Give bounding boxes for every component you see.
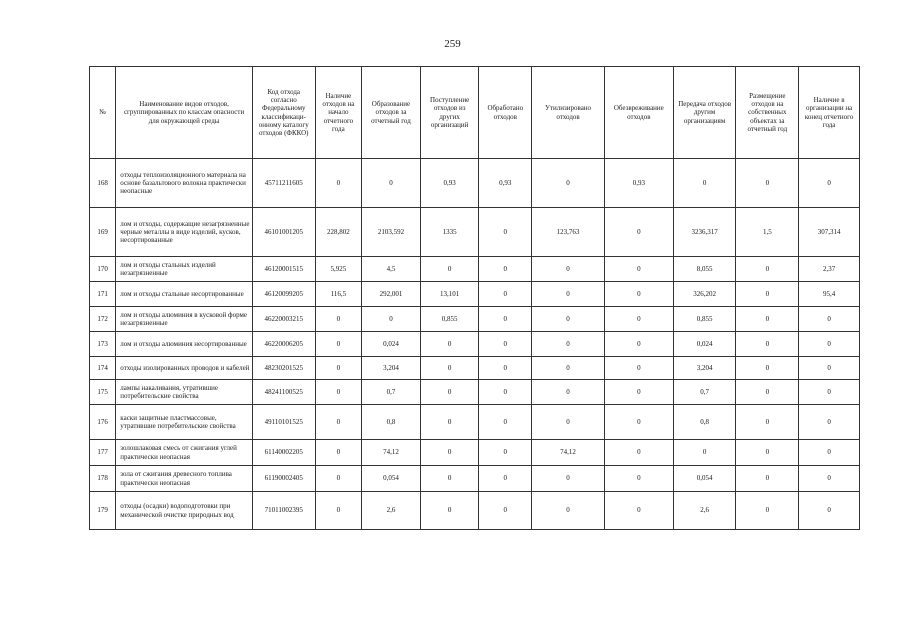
cell-start-balance: 0 [315, 492, 362, 530]
table-row [90, 405, 860, 440]
cell-neutralized: 0 [604, 357, 673, 380]
table-row [90, 282, 860, 307]
cell-waste-name: отходы изолированных проводов и кабелей [116, 357, 253, 380]
cell-fkko-code: 61190002405 [252, 466, 315, 492]
cell-row-number: 179 [90, 492, 116, 530]
cell-transferred: 326,202 [673, 282, 736, 307]
cell-processed: 0 [479, 282, 532, 307]
cell-generated: 0,7 [362, 380, 421, 405]
cell-transferred: 3236,317 [673, 208, 736, 257]
col-header-fkko-code: Код отхода согласно Федеральному классификаци-онному каталогу отходов (ФККО) [252, 67, 315, 159]
cell-row-number: 170 [90, 257, 116, 282]
cell-neutralized: 0 [604, 257, 673, 282]
cell-waste-name: зола от сжигания древесного топлива практически неопасная [116, 466, 253, 492]
cell-utilized: 0 [532, 332, 605, 357]
cell-transferred: 8,055 [673, 257, 736, 282]
cell-transferred: 0,7 [673, 380, 736, 405]
cell-start-balance: 116,5 [315, 282, 362, 307]
cell-waste-name: каски защитные пластмассовые, утратившие потребительские свойства [116, 405, 253, 440]
cell-processed: 0 [479, 307, 532, 332]
cell-received: 0 [420, 380, 479, 405]
col-header-utilized: Утилизировано отходов [532, 67, 605, 159]
cell-neutralized: 0 [604, 332, 673, 357]
cell-processed: 0 [479, 257, 532, 282]
cell-waste-name: золошлаковая смесь от сжигания углей практически неопасная [116, 440, 253, 466]
col-header-placed: Размещение отходов на собственных объектах за отчетный год [736, 67, 799, 159]
cell-generated: 3,204 [362, 357, 421, 380]
cell-placed: 0 [736, 257, 799, 282]
cell-received: 0 [420, 440, 479, 466]
cell-end-balance: 0 [799, 466, 860, 492]
cell-utilized: 74,12 [532, 440, 605, 466]
cell-generated: 0,8 [362, 405, 421, 440]
cell-end-balance: 0 [799, 332, 860, 357]
cell-end-balance: 2,37 [799, 257, 860, 282]
table-row [90, 357, 860, 380]
cell-processed: 0,93 [479, 159, 532, 208]
table-row [90, 257, 860, 282]
cell-neutralized: 0 [604, 208, 673, 257]
table-row [90, 208, 860, 257]
table-row [90, 492, 860, 530]
cell-start-balance: 0 [315, 307, 362, 332]
cell-end-balance: 0 [799, 405, 860, 440]
cell-utilized: 0 [532, 257, 605, 282]
col-header-generated: Образование отходов за отчетный год [362, 67, 421, 159]
cell-end-balance: 0 [799, 357, 860, 380]
cell-row-number: 171 [90, 282, 116, 307]
cell-row-number: 178 [90, 466, 116, 492]
cell-neutralized: 0 [604, 492, 673, 530]
cell-utilized: 0 [532, 380, 605, 405]
table-row [90, 466, 860, 492]
cell-start-balance: 0 [315, 405, 362, 440]
cell-fkko-code: 46220003215 [252, 307, 315, 332]
col-header-end-balance: Наличие в организации на конец отчетного года [799, 67, 860, 159]
cell-processed: 0 [479, 440, 532, 466]
cell-fkko-code: 46120001515 [252, 257, 315, 282]
cell-neutralized: 0 [604, 466, 673, 492]
cell-utilized: 0 [532, 492, 605, 530]
cell-utilized: 0 [532, 357, 605, 380]
cell-received: 0 [420, 492, 479, 530]
cell-waste-name: лом и отходы стальные несортированные [116, 282, 253, 307]
cell-placed: 0 [736, 380, 799, 405]
table-row [90, 380, 860, 405]
cell-end-balance: 95,4 [799, 282, 860, 307]
cell-neutralized: 0 [604, 440, 673, 466]
cell-transferred: 2,6 [673, 492, 736, 530]
cell-processed: 0 [479, 405, 532, 440]
col-header-number: № [90, 67, 116, 159]
col-header-name: Наименование видов отходов, сгруппированных по классам опасности для окружающей среды [116, 67, 253, 159]
cell-waste-name: отходы теплоизоляционного материала на основе базальтового волокна практически неопасные [116, 159, 253, 208]
cell-received: 0 [420, 332, 479, 357]
cell-utilized: 0 [532, 405, 605, 440]
cell-fkko-code: 48230201525 [252, 357, 315, 380]
cell-generated: 0 [362, 159, 421, 208]
cell-start-balance: 228,802 [315, 208, 362, 257]
cell-utilized: 123,763 [532, 208, 605, 257]
table-row [90, 440, 860, 466]
cell-generated: 0 [362, 307, 421, 332]
cell-row-number: 177 [90, 440, 116, 466]
page-number: 259 [444, 38, 461, 50]
cell-waste-name: лампы накаливания, утратившие потребительские свойства [116, 380, 253, 405]
table-row [90, 307, 860, 332]
col-header-processed: Обработано отходов [479, 67, 532, 159]
cell-row-number: 168 [90, 159, 116, 208]
cell-fkko-code: 46220006205 [252, 332, 315, 357]
table-row [90, 159, 860, 208]
cell-placed: 0 [736, 332, 799, 357]
cell-transferred: 0,8 [673, 405, 736, 440]
cell-received: 0 [420, 357, 479, 380]
cell-utilized: 0 [532, 307, 605, 332]
cell-start-balance: 5,925 [315, 257, 362, 282]
cell-generated: 2,6 [362, 492, 421, 530]
cell-received: 0,93 [420, 159, 479, 208]
cell-transferred: 3,204 [673, 357, 736, 380]
cell-start-balance: 0 [315, 380, 362, 405]
cell-received: 13,101 [420, 282, 479, 307]
cell-transferred: 0,054 [673, 466, 736, 492]
cell-received: 0,855 [420, 307, 479, 332]
cell-end-balance: 307,314 [799, 208, 860, 257]
cell-row-number: 175 [90, 380, 116, 405]
cell-end-balance: 0 [799, 307, 860, 332]
col-header-transferred: Передача отходов другим организациям [673, 67, 736, 159]
cell-utilized: 0 [532, 159, 605, 208]
cell-generated: 0,054 [362, 466, 421, 492]
cell-row-number: 174 [90, 357, 116, 380]
cell-row-number: 176 [90, 405, 116, 440]
cell-placed: 0 [736, 357, 799, 380]
cell-utilized: 0 [532, 282, 605, 307]
cell-generated: 292,001 [362, 282, 421, 307]
cell-fkko-code: 71011002395 [252, 492, 315, 530]
cell-generated: 2103,592 [362, 208, 421, 257]
cell-received: 0 [420, 257, 479, 282]
cell-fkko-code: 48241100525 [252, 380, 315, 405]
cell-placed: 0 [736, 492, 799, 530]
cell-row-number: 173 [90, 332, 116, 357]
cell-placed: 1,5 [736, 208, 799, 257]
cell-fkko-code: 61140002205 [252, 440, 315, 466]
cell-row-number: 169 [90, 208, 116, 257]
cell-received: 0 [420, 466, 479, 492]
cell-row-number: 172 [90, 307, 116, 332]
cell-waste-name: отходы (осадки) водоподготовки при механической очистке природных вод [116, 492, 253, 530]
col-header-neutralized: Обезвреживание отходов [604, 67, 673, 159]
cell-fkko-code: 49110101525 [252, 405, 315, 440]
col-header-received: Поступление отходов из других организаций [420, 67, 479, 159]
waste-table [89, 66, 860, 530]
col-header-start-balance: Наличие отходов на начало отчетного года [315, 67, 362, 159]
cell-utilized: 0 [532, 466, 605, 492]
cell-placed: 0 [736, 282, 799, 307]
cell-neutralized: 0 [604, 307, 673, 332]
cell-processed: 0 [479, 357, 532, 380]
cell-transferred: 0 [673, 159, 736, 208]
cell-generated: 4,5 [362, 257, 421, 282]
cell-generated: 74,12 [362, 440, 421, 466]
cell-placed: 0 [736, 405, 799, 440]
cell-fkko-code: 45711211605 [252, 159, 315, 208]
cell-fkko-code: 46101001205 [252, 208, 315, 257]
cell-waste-name: лом и отходы алюминия несортированные [116, 332, 253, 357]
cell-neutralized: 0,93 [604, 159, 673, 208]
cell-neutralized: 0 [604, 282, 673, 307]
cell-start-balance: 0 [315, 332, 362, 357]
cell-start-balance: 0 [315, 466, 362, 492]
cell-processed: 0 [479, 208, 532, 257]
cell-waste-name: лом и отходы алюминия в кусковой форме незагрязненные [116, 307, 253, 332]
cell-end-balance: 0 [799, 380, 860, 405]
cell-transferred: 0 [673, 440, 736, 466]
cell-processed: 0 [479, 380, 532, 405]
cell-waste-name: лом и отходы, содержащие незагрязненные черные металлы в виде изделий, кусков, несортированные [116, 208, 253, 257]
cell-placed: 0 [736, 440, 799, 466]
cell-start-balance: 0 [315, 159, 362, 208]
cell-processed: 0 [479, 332, 532, 357]
cell-processed: 0 [479, 466, 532, 492]
table-row [90, 332, 860, 357]
cell-start-balance: 0 [315, 440, 362, 466]
cell-start-balance: 0 [315, 357, 362, 380]
cell-neutralized: 0 [604, 405, 673, 440]
table-header-row [90, 67, 860, 159]
cell-fkko-code: 46120099205 [252, 282, 315, 307]
cell-waste-name: лом и отходы стальных изделий незагрязненные [116, 257, 253, 282]
cell-generated: 0,024 [362, 332, 421, 357]
table-body [90, 159, 860, 530]
cell-end-balance: 0 [799, 492, 860, 530]
cell-placed: 0 [736, 159, 799, 208]
cell-received: 0 [420, 405, 479, 440]
cell-placed: 0 [736, 307, 799, 332]
cell-placed: 0 [736, 466, 799, 492]
cell-transferred: 0,855 [673, 307, 736, 332]
cell-end-balance: 0 [799, 440, 860, 466]
cell-processed: 0 [479, 492, 532, 530]
cell-end-balance: 0 [799, 159, 860, 208]
cell-transferred: 0,024 [673, 332, 736, 357]
cell-received: 1335 [420, 208, 479, 257]
cell-neutralized: 0 [604, 380, 673, 405]
